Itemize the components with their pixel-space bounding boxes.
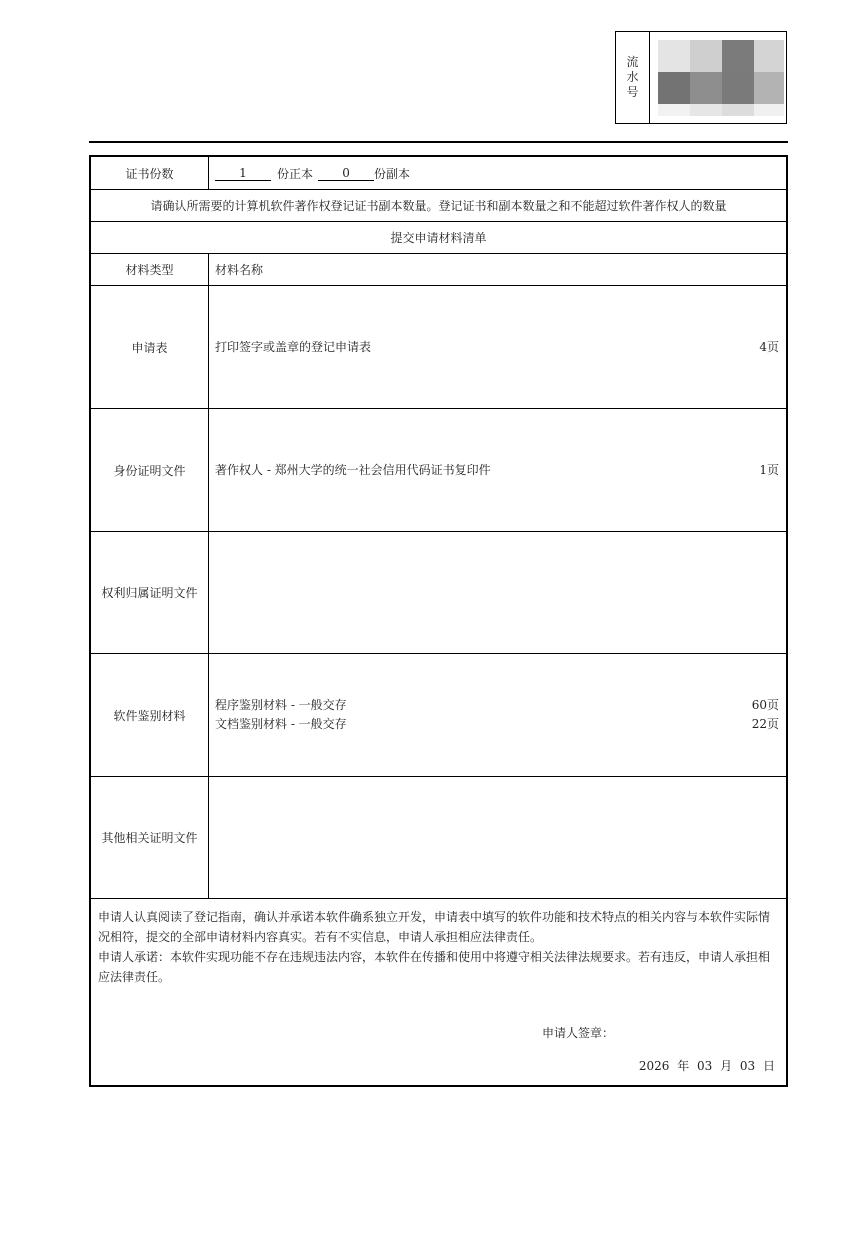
statement-paragraph: 申请人认真阅读了登记指南，确认并承诺本软件确系独立开发，申请表中填写的软件功能和技术特点的相关内容与本软件实际情况相符，提交的全部申请材料内容真实。若有不实信息，申请人承担相应法律责任。: [98, 910, 771, 944]
serial-number-box: [615, 31, 787, 124]
original-count: 1: [215, 166, 271, 181]
original-unit: 份正本: [277, 166, 314, 181]
material-item-pages: 1页: [759, 463, 779, 477]
copies-notice: 请确认所需要的计算机软件著作权登记证书副本数量。登记证书和副本数量之和不能超过软件著作权人的数量: [150, 199, 727, 213]
row-ownership-documents: [91, 532, 786, 654]
material-type-label: 权利归属证明文件: [91, 532, 209, 653]
serial-number-redacted: [650, 32, 786, 123]
applicant-statement: [98, 907, 776, 987]
material-type-label: 软件鉴别材料: [91, 654, 209, 776]
header-material-type: 材料类型: [91, 254, 209, 285]
row-notice: [91, 190, 786, 222]
materials-list-title: 提交申请材料清单: [390, 231, 487, 245]
material-item-pages: 22页: [751, 717, 779, 731]
header-material-name: 材料名称: [215, 263, 264, 277]
label-certificate-copies: 证书份数: [91, 157, 209, 189]
row-list-title: [91, 222, 786, 254]
duplicate-unit: 份副本: [374, 166, 411, 181]
material-item: [215, 462, 779, 478]
serial-number-label: [616, 32, 650, 123]
row-other-documents: [91, 777, 786, 899]
row-list-header: [91, 254, 786, 286]
material-items-empty: [209, 777, 786, 898]
row-software-identification: [91, 654, 786, 777]
application-form-table: [89, 155, 788, 1087]
material-item: [215, 697, 779, 713]
material-item: [215, 339, 779, 355]
header-divider: [89, 141, 788, 143]
row-identity-documents: [91, 409, 786, 532]
material-type-label: 身份证明文件: [91, 409, 209, 531]
material-item-pages: 60页: [751, 698, 779, 712]
material-item-name: 程序鉴别材料 - 一般交存: [215, 698, 347, 712]
material-items-empty: [209, 532, 786, 653]
material-item-name: 文档鉴别材料 - 一般交存: [215, 717, 347, 731]
signature-date: 2026 年 03 月 03 日: [638, 1059, 775, 1073]
material-type-label: 申请表: [91, 286, 209, 408]
signature-label: 申请人签章：: [542, 1026, 615, 1040]
row-application-form: [91, 286, 786, 409]
row-certificate-copies: [91, 157, 786, 190]
material-type-label: 其他相关证明文件: [91, 777, 209, 898]
serial-label-char: 号: [626, 85, 639, 99]
serial-label-char: 水: [626, 70, 639, 84]
material-item: [215, 716, 779, 732]
serial-label-char: 流: [626, 55, 639, 69]
material-item-name: 著作权人 - 郑州大学的统一社会信用代码证书复印件: [215, 463, 491, 477]
material-item-pages: 4页: [759, 340, 779, 354]
statement-paragraph: 申请人承诺：本软件实现功能不存在违规违法内容，本软件在传播和使用中将遵守相关法律法规要求。若有违反，申请人承担相应法律责任。: [98, 950, 771, 984]
material-item-name: 打印签字或盖章的登记申请表: [215, 340, 372, 354]
row-statement: [91, 899, 786, 1085]
duplicate-count: 0: [318, 166, 374, 181]
